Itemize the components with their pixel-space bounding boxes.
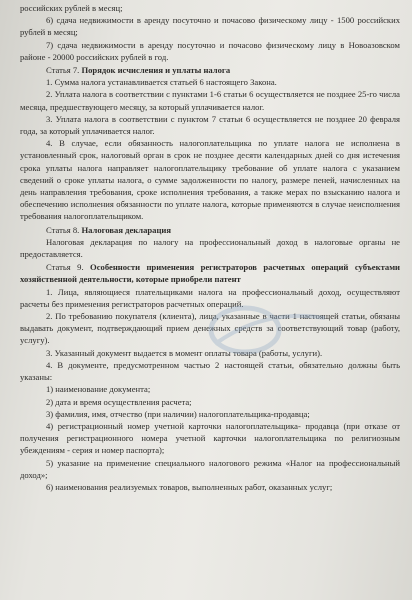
article-8-heading [20,224,400,236]
article-7-heading [20,64,400,76]
list-item: 2) дата и время осуществления расчета; [46,396,192,407]
paragraph: 1. Сумма налога устанавливается статьей 6 настоящего Закона. [46,77,277,88]
paragraph: 4. В случае, если обязанность налогоплательщика по уплате налога не исполнена в установленный срок, налоговый орган в срок не позднее десяти календарных дней со дня истечения срока уплаты налога направляет налогоплательщику требование об уплате налога с указанием сведений о сроке уплаты налога, о сумме задолженности по налогу, размере пеней, начисленных на день направления требования, сроке исполнения требования, а также мерах по взысканию налога и обеспечению исполнения обязанности по уплате налога, которые применяются в случае неисполнения требования налогоплательщиком. [20,138,400,222]
paragraph: Налоговая декларация по налогу на профессиональный доход в налоговые органы не предоставляется. [20,236,400,260]
document-text [20,2,400,493]
list-item: 3) фамилия, имя, отчество (при наличии) налогоплательщика-продавца; [46,408,310,419]
paragraph: 4. В документе, предусмотренном частью 2 настоящей статьи, обязательно должны быть указаны: [20,359,400,383]
list-item: 4) регистрационный номер учетной карточки налогоплательщика- продавца (при отказе от получения регистрационного номера учетной карточки налогоплательщика по религиозным убеждениям - серия и номер паспорта); [20,420,400,456]
paragraph: 3. Уплата налога в соответствии с пунктом 7 статьи 6 осуществляется не позднее 20 февраля года, за который уплачивается налог. [20,113,400,137]
paragraph: 3. Указанный документ выдается в момент оплаты товара (работы, услуги). [46,347,323,358]
article-number: Статья 9. [46,262,91,273]
paragraph: 2. Уплата налога в соответствии с пунктами 1-6 статьи 6 осуществляется не позднее 25-го числа месяца, предшествующего месяцу, за который уплачивается налог. [20,89,400,112]
list-item: 7) сдача недвижимости в аренду посуточно и почасово физическому лицу в Новоазовском районе - 20000 российских рублей в год. [20,39,400,62]
article-title: Налоговая декларация [81,224,171,235]
list-item: 6) наименования реализуемых товаров, выполненных работ, оказанных услуг; [46,481,333,492]
paragraph: 1. Лица, являющиеся плательщиками налога на профессиональный доход, осуществляют расчеты без применения регистраторов расчетных операций. [20,286,400,309]
paragraph: 2. По требованию покупателя (клиента), лица, указанные в части 1 настоящей статьи, обязаны выдавать документ, подтверждающий прием денежных средств за соответствующий товар (работу, услугу). [20,311,400,346]
paragraph: российских рублей в месяц; [20,3,123,13]
list-item: 5) указание на применение специального налогового режима «Налог на профессиональный доход»; [20,457,400,480]
article-number: Статья 7. [46,65,82,76]
article-9-heading [20,261,400,285]
list-item: 1) наименование документа; [46,384,151,395]
list-item: 6) сдача недвижимости в аренду посуточно и почасово физическому лицу - 1500 российских рублей в месяц; [20,15,400,38]
article-number: Статья 8. [46,224,82,235]
article-title: Порядок исчисления и уплаты налога [81,65,231,76]
article-title: Особенности применения регистраторов расчетных операций субъектами хозяйственной деятельности, которые приобрели патент [20,262,400,285]
